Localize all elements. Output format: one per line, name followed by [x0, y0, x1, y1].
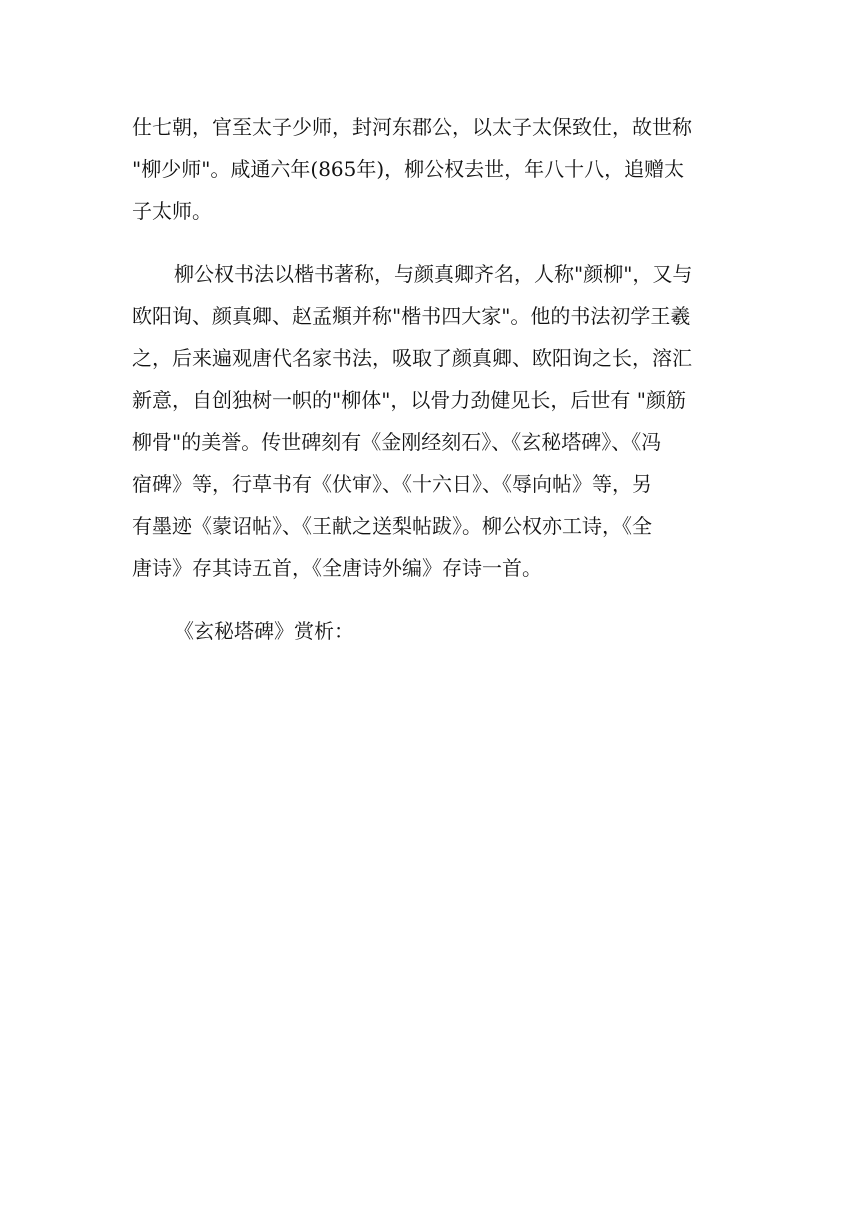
text-line: 之，后来遍观唐代名家书法，吸取了颜真卿、欧阳询之长，溶汇 [132, 346, 692, 370]
text-line: 仕七朝，官至太子少师，封河东郡公，以太子太保致仕，故世称 [132, 115, 692, 139]
paragraph-section-heading [132, 610, 730, 652]
text-line: 宿碑》等，行草书有《伏审》、《十六日》、《辱向帖》等，另 [132, 472, 652, 496]
paragraph-calligraphy [132, 253, 730, 589]
text-line: 有墨迹《蒙诏帖》、《王献之送梨帖跋》。柳公权亦工诗，《全 [132, 514, 652, 538]
text-line: 柳公权书法以楷书著称，与颜真卿齐名，人称"颜柳"，又与 [174, 262, 693, 286]
section-heading: 《玄秘塔碑》赏析： [174, 619, 354, 643]
text-line: 柳骨"的美誉。传世碑刻有《金刚经刻石》、《玄秘塔碑》、《冯 [132, 430, 662, 454]
document-body [132, 106, 730, 652]
text-line: 子太师。 [132, 199, 212, 223]
text-line: "柳少师"。咸通六年(865年)，柳公权去世，年八十八，追赠太 [132, 157, 685, 181]
text-line: 唐诗》存其诗五首，《全唐诗外编》存诗一首。 [132, 556, 542, 580]
text-line: 新意，自创独树一帜的"柳体"，以骨力劲健见长，后世有 "颜筋 [132, 388, 686, 412]
text-line: 欧阳询、颜真卿、赵孟頫并称"楷书四大家"。他的书法初学王羲 [132, 304, 691, 328]
paragraph-biography-end [132, 106, 730, 232]
